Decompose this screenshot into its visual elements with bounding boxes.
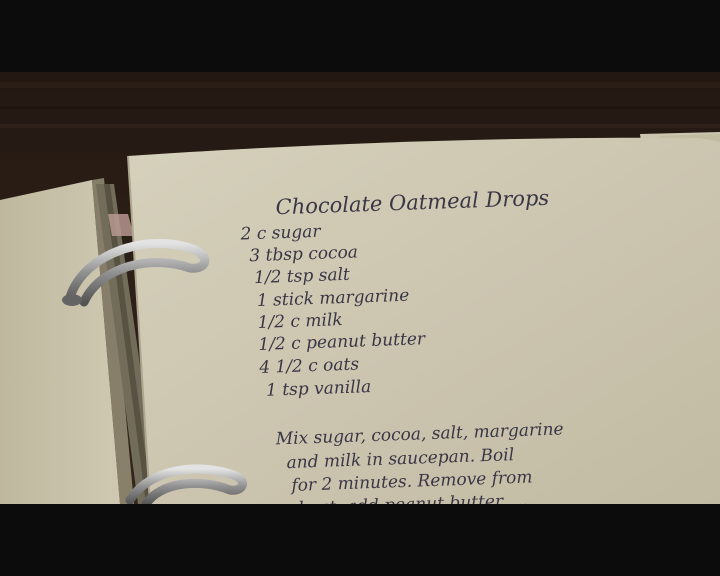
recipe-binder-scene — [0, 72, 720, 504]
binder-photo — [0, 72, 720, 504]
ingredient-margarine: 1 stick margarine — [256, 285, 410, 312]
ingredient-oats: 4 1/2 c oats — [258, 354, 360, 378]
letterbox-bottom — [0, 504, 720, 576]
ingredient-cocoa: 3 tbsp cocoa — [249, 242, 359, 267]
ingredient-peanut-butter: 1/2 c peanut butter — [258, 329, 426, 355]
ingredient-salt: 1/2 tsp salt — [253, 264, 351, 289]
letterbox-top — [0, 0, 720, 72]
ingredient-vanilla: 1 tsp vanilla — [265, 377, 372, 401]
ingredient-sugar: 2 c sugar — [240, 221, 321, 245]
ingredient-milk: 1/2 c milk — [257, 310, 343, 333]
instruction-line-1: Mix sugar, cocoa, salt, margarine — [275, 419, 564, 450]
instruction-line-3: for 2 minutes. Remove from — [291, 467, 533, 496]
instruction-line-2: and milk in saucepan. Boil — [286, 445, 515, 474]
recipe-title: Chocolate Oatmeal Drops — [275, 185, 550, 220]
